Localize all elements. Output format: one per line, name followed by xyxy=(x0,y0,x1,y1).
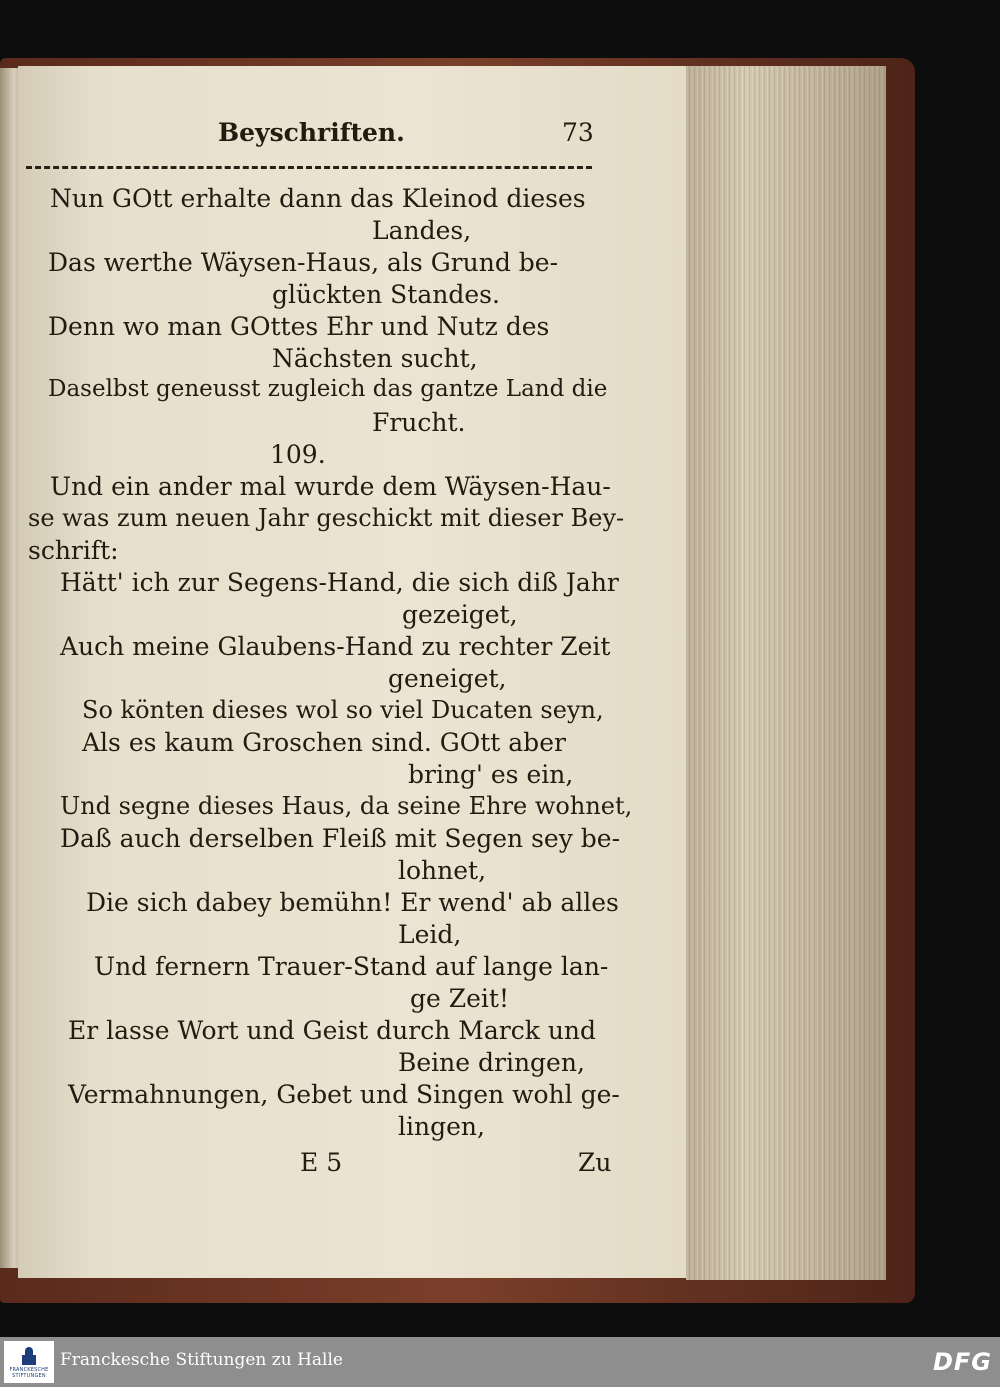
head-rule xyxy=(26,166,592,169)
text-line: Nächsten sucht, xyxy=(272,344,478,373)
text-line: Daß auch derselben Fleiß mit Segen sey be- xyxy=(60,824,621,853)
text-line: 109. xyxy=(270,440,326,469)
foundation-crest-icon xyxy=(21,1347,37,1365)
text-line: Und fernern Trauer-Stand auf lange lan- xyxy=(94,952,609,981)
text-line: Und ein ander mal wurde dem Wäysen-Hau- xyxy=(50,472,611,501)
text-line: Nun GOtt erhalte dann das Kleinod dieses xyxy=(50,184,586,213)
text-line: Daselbst geneusst zugleich das gantze Land die xyxy=(48,376,608,402)
catchword: Zu xyxy=(578,1148,612,1177)
text-line: Auch meine Glaubens-Hand zu rechter Zeit xyxy=(60,632,611,661)
text-line: bring' es ein, xyxy=(408,760,574,789)
text-line: lingen, xyxy=(398,1112,485,1141)
running-head: Beyschriften. xyxy=(218,118,405,147)
text-line: Denn wo man GOttes Ehr und Nutz des xyxy=(48,312,550,341)
text-line: Hätt' ich zur Segens-Hand, die sich diß Jahr xyxy=(60,568,619,597)
institution-logo[interactable] xyxy=(4,1341,54,1383)
text-line: Leid, xyxy=(398,920,462,949)
text-line: So könten dieses wol so viel Ducaten seyn, xyxy=(82,696,604,724)
text-line: schrift: xyxy=(28,536,119,565)
text-line: Frucht. xyxy=(372,408,466,437)
text-line: geneiget, xyxy=(388,664,507,693)
text-line: Als es kaum Groschen sind. GOtt aber xyxy=(82,728,566,757)
dfg-logo[interactable]: DFG xyxy=(932,1348,992,1376)
text-line: Und segne dieses Haus, da seine Ehre wohnet, xyxy=(60,792,633,820)
text-line: ge Zeit! xyxy=(410,984,509,1013)
text-line: Vermahnungen, Gebet und Singen wohl ge- xyxy=(68,1080,620,1109)
text-line: gezeiget, xyxy=(402,600,518,629)
institution-name: Franckesche Stiftungen zu Halle xyxy=(60,1350,343,1370)
signature-mark: E 5 xyxy=(300,1148,343,1177)
logo-text: FRANCKESCHE STIFTUNGEN xyxy=(9,1367,49,1379)
page-number: 73 xyxy=(562,118,594,147)
text-line: Das werthe Wäysen-Haus, als Grund be- xyxy=(48,248,559,277)
text-line: Landes, xyxy=(372,216,472,245)
text-line: glückten Standes. xyxy=(272,280,500,309)
text-line: lohnet, xyxy=(398,856,487,885)
viewer-footer xyxy=(0,1337,1000,1387)
text-line: se was zum neuen Jahr geschickt mit dieser Bey- xyxy=(28,504,625,532)
text-line: Er lasse Wort und Geist durch Marck und xyxy=(68,1016,597,1045)
text-line: Beine dringen, xyxy=(398,1048,585,1077)
text-line: Die sich dabey bemühn! Er wend' ab alles xyxy=(86,888,619,917)
